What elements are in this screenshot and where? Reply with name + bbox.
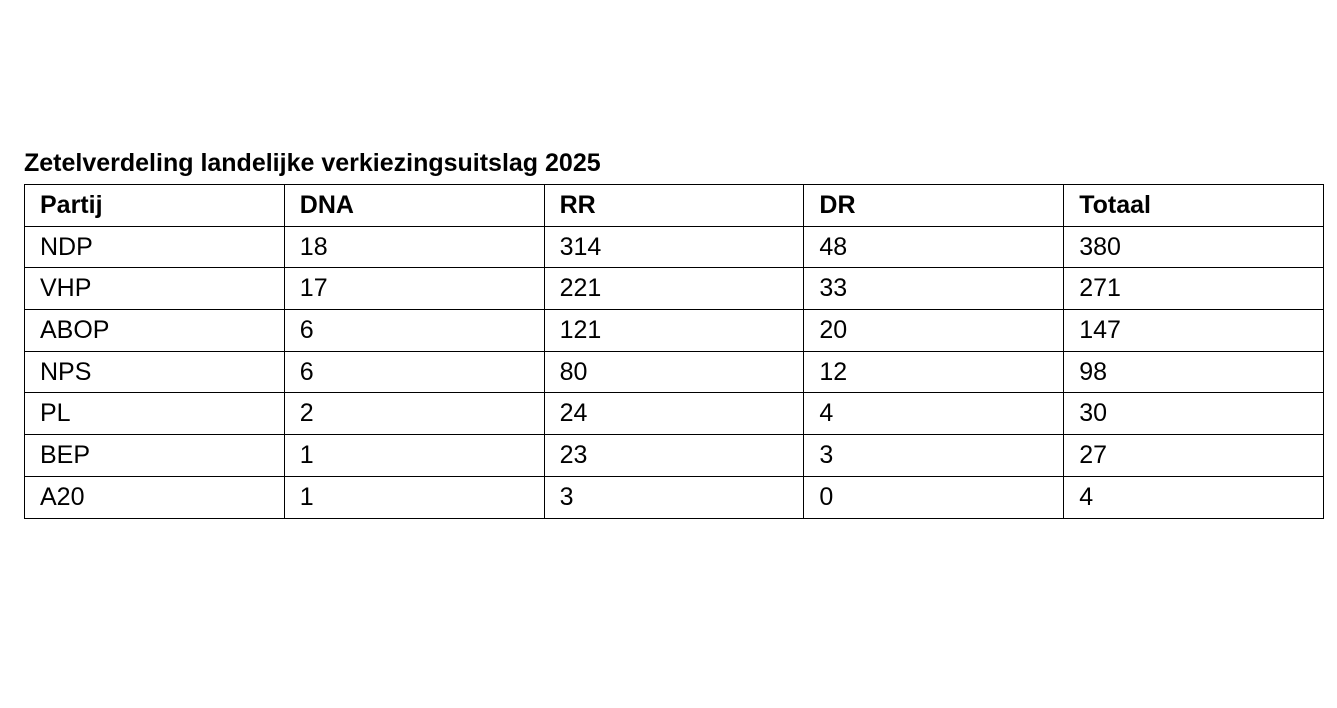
table-row (25, 226, 1324, 268)
cell-dna: 2 (284, 393, 544, 435)
document-title: Zetelverdeling landelijke verkiezingsuitslag 2025 (24, 149, 601, 177)
table-row (25, 351, 1324, 393)
cell-rr: 24 (544, 393, 804, 435)
cell-totaal: 380 (1064, 226, 1324, 268)
cell-dr: 0 (804, 476, 1064, 518)
cell-totaal: 27 (1064, 435, 1324, 477)
header-dna: DNA (284, 185, 544, 227)
cell-partij: A20 (25, 476, 285, 518)
table-row (25, 476, 1324, 518)
header-partij: Partij (25, 185, 285, 227)
cell-rr: 23 (544, 435, 804, 477)
cell-partij: BEP (25, 435, 285, 477)
cell-rr: 221 (544, 268, 804, 310)
table-header-row (25, 185, 1324, 227)
cell-dr: 48 (804, 226, 1064, 268)
cell-dr: 12 (804, 351, 1064, 393)
table-row (25, 435, 1324, 477)
results-table (24, 184, 1324, 519)
cell-totaal: 30 (1064, 393, 1324, 435)
cell-partij: PL (25, 393, 285, 435)
cell-rr: 121 (544, 310, 804, 352)
cell-totaal: 147 (1064, 310, 1324, 352)
cell-dna: 6 (284, 351, 544, 393)
cell-rr: 3 (544, 476, 804, 518)
cell-totaal: 98 (1064, 351, 1324, 393)
cell-dr: 3 (804, 435, 1064, 477)
cell-dna: 18 (284, 226, 544, 268)
cell-rr: 314 (544, 226, 804, 268)
cell-partij: VHP (25, 268, 285, 310)
cell-partij: ABOP (25, 310, 285, 352)
cell-totaal: 271 (1064, 268, 1324, 310)
cell-dna: 1 (284, 435, 544, 477)
table-row (25, 393, 1324, 435)
cell-totaal: 4 (1064, 476, 1324, 518)
cell-dr: 4 (804, 393, 1064, 435)
table-row (25, 268, 1324, 310)
header-dr: DR (804, 185, 1064, 227)
cell-dna: 6 (284, 310, 544, 352)
cell-rr: 80 (544, 351, 804, 393)
cell-dna: 1 (284, 476, 544, 518)
header-rr: RR (544, 185, 804, 227)
cell-dr: 33 (804, 268, 1064, 310)
cell-dna: 17 (284, 268, 544, 310)
table-row (25, 310, 1324, 352)
cell-dr: 20 (804, 310, 1064, 352)
header-totaal: Totaal (1064, 185, 1324, 227)
cell-partij: NDP (25, 226, 285, 268)
cell-partij: NPS (25, 351, 285, 393)
